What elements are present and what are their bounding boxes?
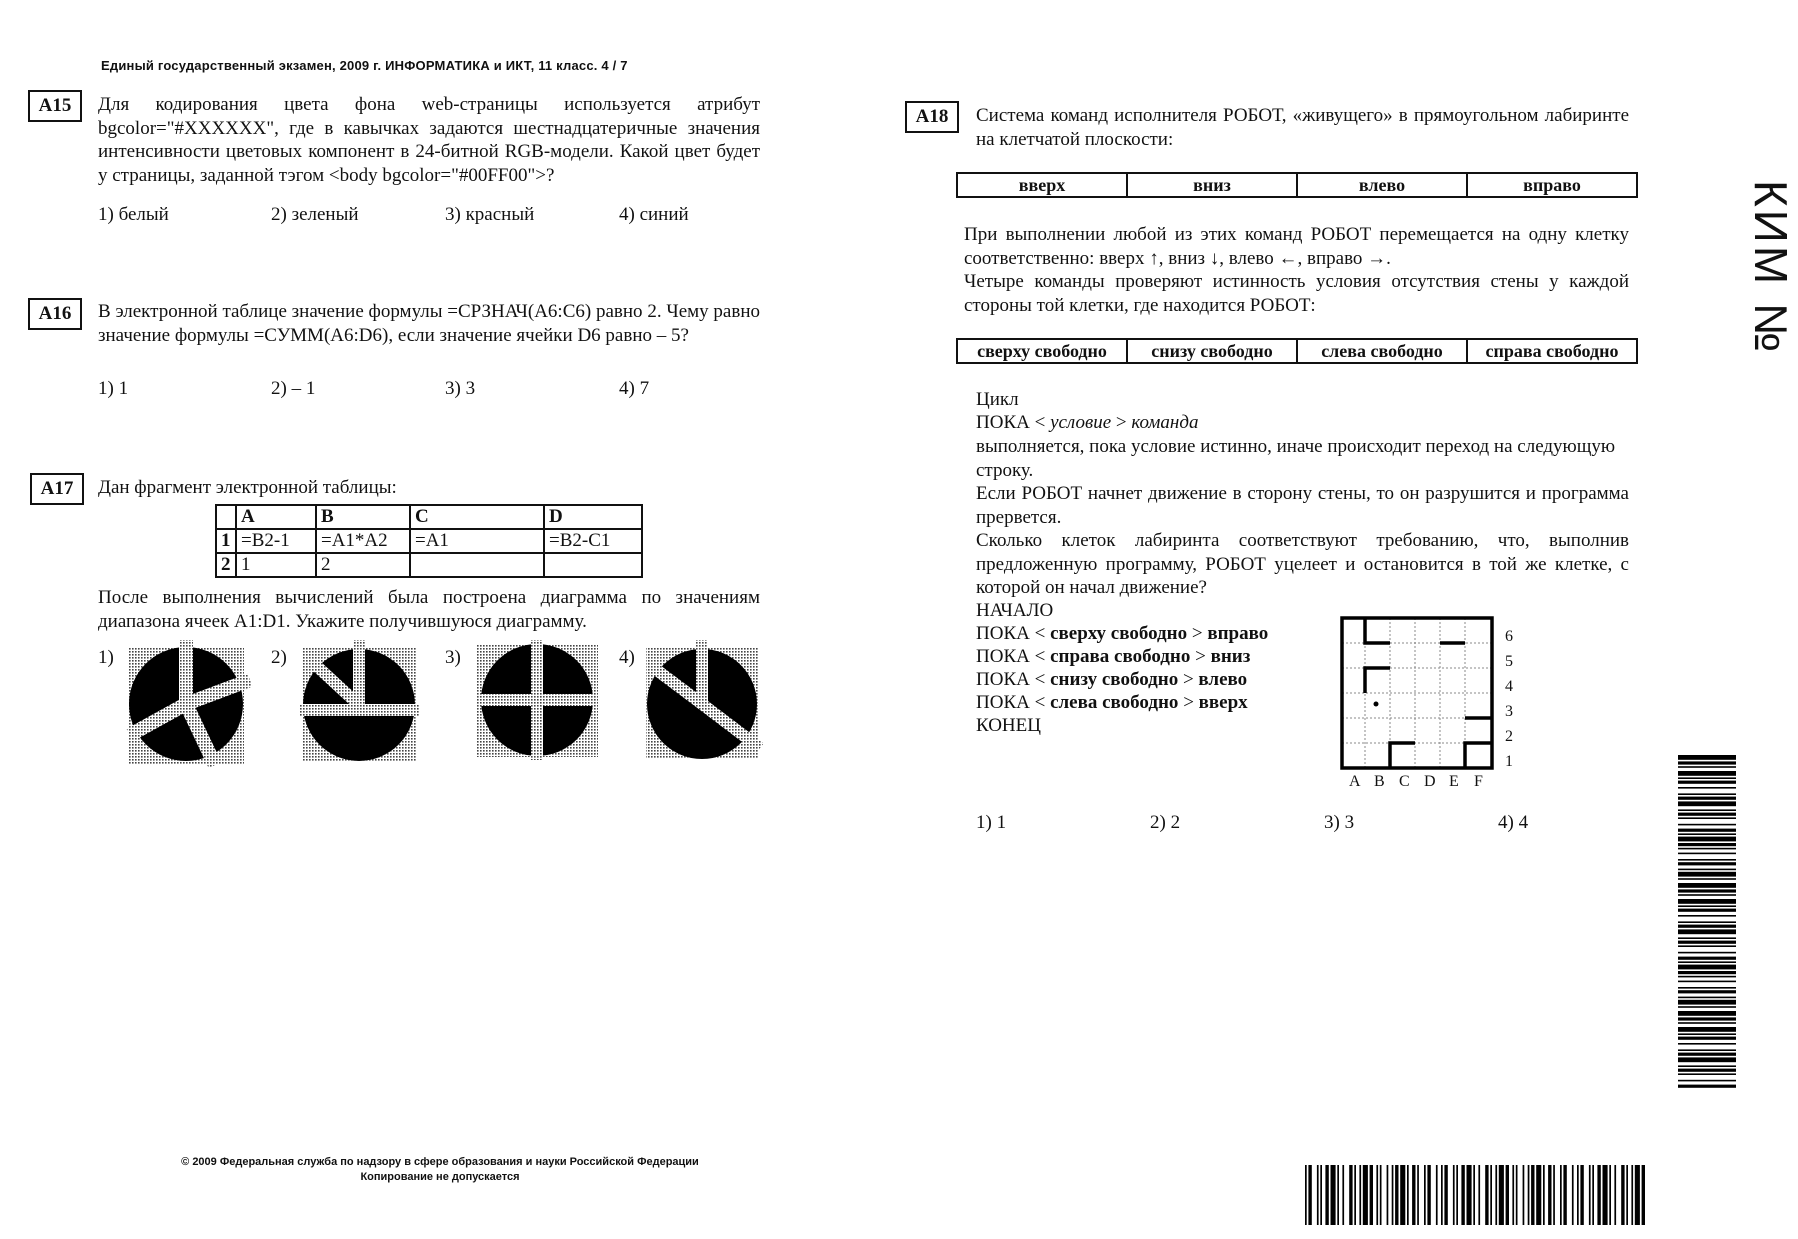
- table-cell: вверх: [957, 173, 1127, 197]
- question-intro-a17: Дан фрагмент электронной таблицы:: [98, 477, 397, 498]
- answer-option[interactable]: 1) 1: [976, 812, 1007, 833]
- program-line-mid: >: [1178, 669, 1199, 690]
- maze-row-label: 5: [1505, 653, 1513, 670]
- pie-option-3[interactable]: [476, 640, 598, 760]
- footer-copyright: © 2009 Федеральная служба по надзору в сфере образования и науки Российской Федерации: [181, 1156, 699, 1168]
- maze-col-label: B: [1374, 773, 1385, 790]
- table-cell: =B2-1: [236, 529, 316, 553]
- program-line-cmd: вниз: [1210, 646, 1251, 667]
- loop-title: Цикл: [976, 389, 1019, 410]
- table-cell: =A1: [410, 529, 544, 553]
- table-cell: 1: [216, 529, 236, 553]
- maze-row-label: 4: [1505, 678, 1513, 695]
- question-label-a17: А17: [30, 473, 84, 505]
- program-line-cmd: влево: [1198, 669, 1248, 690]
- barcode-horizontal: [1305, 1165, 1645, 1227]
- program-line-pre: ПОКА <: [976, 669, 1051, 690]
- table-cell: вправо: [1467, 173, 1637, 197]
- answer-option[interactable]: 2) – 1: [271, 378, 316, 399]
- maze-row-label: 3: [1505, 703, 1513, 720]
- table-cell: сверху свободно: [957, 339, 1127, 363]
- table-cell: A: [236, 505, 316, 529]
- program-line: [976, 691, 1248, 715]
- answer-option[interactable]: 4) 7: [619, 378, 650, 399]
- program-line: [976, 645, 1250, 669]
- question-label-a18: А18: [905, 101, 959, 133]
- barcode-vertical: [1678, 755, 1738, 1090]
- program-start: НАЧАЛО: [976, 600, 1054, 621]
- program-end: КОНЕЦ: [976, 715, 1041, 736]
- table-cell: вниз: [1127, 173, 1297, 197]
- answers-a18: [976, 812, 1528, 834]
- pie-option-2[interactable]: [300, 640, 420, 762]
- table-cell: C: [410, 505, 544, 529]
- maze-col-label: E: [1449, 773, 1459, 790]
- program-line-mid: >: [1190, 646, 1211, 667]
- program-line: [976, 622, 1268, 646]
- table-cell: справа свободно: [1467, 339, 1637, 363]
- conditions-table: [956, 338, 1638, 364]
- loop-syntax: [976, 411, 1198, 435]
- loop-syntax-cmd: команда: [1131, 412, 1199, 433]
- moves-text: При выполнении любой из этих команд РОБОТ перемещается на одну клетку соответственно: вверх ↑, вниз ↓, влево ←, вправо →.: [964, 224, 1629, 269]
- program-line-pre: ПОКА <: [976, 692, 1051, 713]
- question-text-a15: Для кодирования цвета фона web-страницы используется атрибут bgcolor="#XXXXXX", где в кавычках задаются шестнадцатеричные значения интенсивности цветовых компонент в 24-битной RGB-модели. Какой цвет будет у страницы, заданной тэгом <body bgcolor="#00FF00">?: [98, 94, 760, 186]
- loop-syntax-mid: >: [1111, 412, 1132, 433]
- table-cell: 2: [216, 553, 236, 577]
- program-line-cond: слева свободно: [1050, 692, 1179, 713]
- question-text-a16: В электронной таблице значение формулы =СРЗНАЧ(A6:C6) равно 2. Чему равно значение формулы =СУММ(A6:D6), если значение ячейки D6 равно – 5?: [98, 301, 760, 346]
- maze-row-labels: [1505, 624, 1513, 774]
- pie-option-4[interactable]: [646, 640, 760, 759]
- maze-row-label: 1: [1505, 753, 1513, 770]
- answer-option[interactable]: 1) белый: [98, 204, 169, 225]
- option-label: 2): [271, 647, 287, 668]
- question-intro-a18: Система команд исполнителя РОБОТ, «живущего» в прямоугольном лабиринте на клетчатой плоскости:: [976, 105, 1629, 150]
- pie-option-1[interactable]: [128, 640, 250, 765]
- table-cell: 1: [236, 553, 316, 577]
- table-cell: 2: [316, 553, 410, 577]
- question-after-a17: После выполнения вычислений была построена диаграмма по значениям диапазона ячеек A1:D1. Укажите получившуюся диаграмму.: [98, 587, 760, 632]
- program-line-pre: ПОКА <: [976, 623, 1051, 644]
- maze-row-label: 6: [1505, 628, 1513, 645]
- option-label: 4): [619, 647, 635, 668]
- answer-option[interactable]: 2) зеленый: [271, 204, 359, 225]
- page-header: Единый государственный экзамен, 2009 г. ИНФОРМАТИКА и ИКТ, 11 класс. 4 / 7: [101, 58, 628, 73]
- footer: [160, 1155, 720, 1185]
- question-label-a16: А16: [28, 298, 82, 330]
- option-label: 3): [445, 647, 461, 668]
- question-text-a18: Сколько клеток лабиринта соответствуют требованию, что, выполнив предложенную программу, РОБОТ уцелеет и остановится в той же клетке, с которой он начал движение?: [976, 530, 1629, 598]
- program-line-cmd: вправо: [1207, 623, 1269, 644]
- answer-option[interactable]: 4) 4: [1498, 812, 1529, 833]
- crash-text: Если РОБОТ начнет движение в сторону стены, то он разрушится и программа прервется.: [976, 483, 1629, 528]
- program-line-mid: >: [1187, 623, 1208, 644]
- maze-col-labels: [1349, 773, 1499, 791]
- loop-desc: выполняется, пока условие истинно, иначе происходит переход на следующую строку.: [976, 436, 1616, 481]
- program-line-cond: справа свободно: [1050, 646, 1191, 667]
- program-line-mid: >: [1178, 692, 1199, 713]
- loop-syntax-prefix: ПОКА <: [976, 412, 1051, 433]
- maze-row-label: 2: [1505, 728, 1513, 745]
- table-cell: D: [544, 505, 642, 529]
- commands-table: [956, 172, 1638, 198]
- table-cell: влево: [1297, 173, 1467, 197]
- table-cell: B: [316, 505, 410, 529]
- answer-option[interactable]: 1) 1: [98, 378, 129, 399]
- maze-grid: [1340, 615, 1500, 773]
- answer-option[interactable]: 3) 3: [445, 378, 476, 399]
- checks-text: Четыре команды проверяют истинность условия отсутствия стены у каждой стороны той клетки, где находится РОБОТ:: [964, 271, 1629, 316]
- answer-option[interactable]: 2) 2: [1150, 812, 1181, 833]
- answer-option[interactable]: 4) синий: [619, 204, 689, 225]
- program-line-cond: снизу свободно: [1050, 669, 1179, 690]
- answer-option[interactable]: 3) красный: [445, 204, 535, 225]
- maze-col-label: C: [1399, 773, 1410, 790]
- table-cell: слева свободно: [1297, 339, 1467, 363]
- option-label: 1): [98, 647, 114, 668]
- maze-col-label: A: [1349, 773, 1361, 790]
- program-line: [976, 668, 1247, 692]
- program-line-cond: сверху свободно: [1050, 623, 1188, 644]
- table-cell: снизу свободно: [1127, 339, 1297, 363]
- program-line-cmd: вверх: [1198, 692, 1248, 713]
- question-label-a15: А15: [28, 90, 82, 122]
- table-cell: =B2-C1: [544, 529, 642, 553]
- table-row: [957, 339, 1637, 363]
- maze-col-label: F: [1474, 773, 1483, 790]
- table-cell: =A1*A2: [316, 529, 410, 553]
- loop-syntax-cond: условие: [1050, 412, 1112, 433]
- program-line-pre: ПОКА <: [976, 646, 1051, 667]
- footer-copy-notice: Копирование не допускается: [360, 1171, 520, 1183]
- table-row: [957, 173, 1637, 197]
- answer-option[interactable]: 3) 3: [1324, 812, 1355, 833]
- maze-col-label: D: [1424, 773, 1436, 790]
